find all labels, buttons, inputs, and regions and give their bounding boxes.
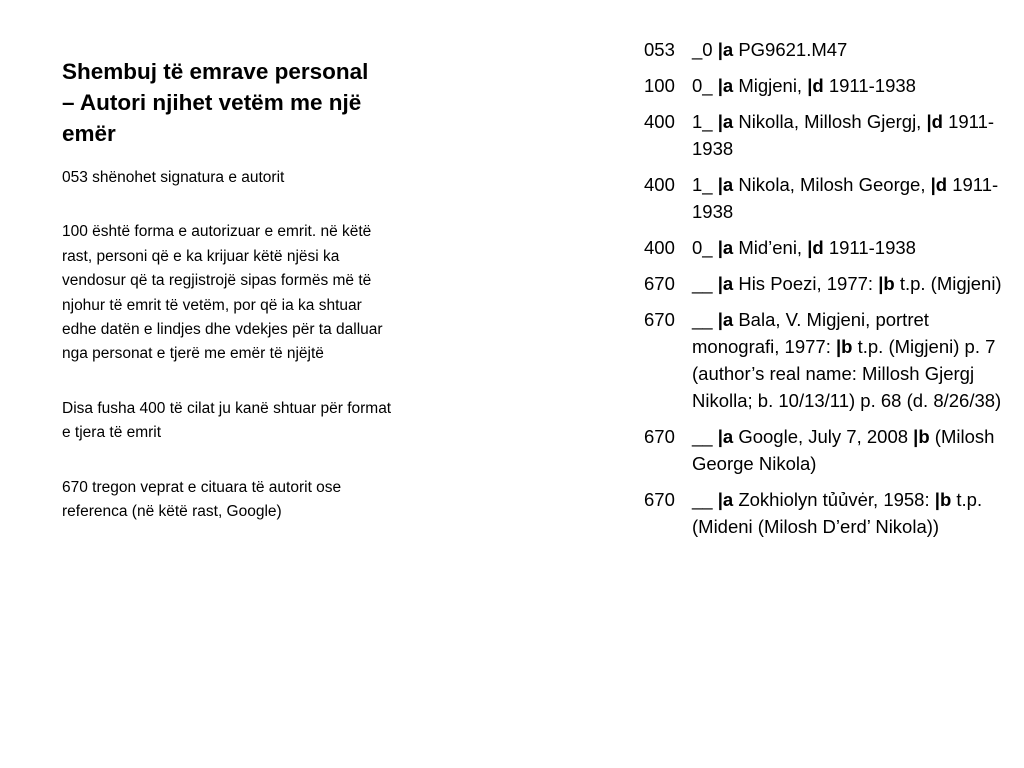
marc-field-row xyxy=(644,36,1004,63)
marc-field-row xyxy=(644,306,1004,414)
field-content xyxy=(692,72,1004,99)
subfield-code: |a xyxy=(717,39,734,60)
subfield-value: Migjeni, xyxy=(738,75,803,96)
marc-field-row xyxy=(644,108,1004,162)
subfield-value: 1911-1938 xyxy=(828,237,916,258)
field-tag: 400 xyxy=(644,174,675,195)
subfield-code: |a xyxy=(717,309,734,330)
subfield-code: |a xyxy=(717,237,734,258)
subfield-value: t.p. (Migjeni) p. 7 (author’s real name: Millosh Gjergj Nikolla; b. 10/13/11) p. 68 (d. 8/26/38) xyxy=(692,336,1002,411)
slide-title: Shembuj të emrave personal – Autori njihet vetëm me një emër xyxy=(62,59,369,146)
subfield-code: |d xyxy=(807,237,824,258)
subfield-value: Zokhiolyn tủủvėr, 1958: xyxy=(738,489,930,510)
field-content xyxy=(692,306,1004,414)
marc-field-row xyxy=(644,270,1004,297)
note-053: 053 shënohet signatura e autorit xyxy=(62,169,285,186)
subfield-value: (Milosh George Nikola) xyxy=(692,426,995,474)
subfield-value: Nikolla, Millosh Gjergj, xyxy=(738,111,922,132)
subfield-code: |b xyxy=(878,273,895,294)
notes-panel xyxy=(62,166,392,554)
field-tag: 670 xyxy=(644,273,675,294)
field-content xyxy=(692,171,1004,225)
field-content xyxy=(692,234,1004,261)
subfield-value: PG9621.M47 xyxy=(738,39,848,60)
marc-field-row xyxy=(644,72,1004,99)
indicators: 0_ xyxy=(692,237,713,258)
subfield-code: |a xyxy=(717,174,734,195)
indicators: 0_ xyxy=(692,75,713,96)
subfield-code: |a xyxy=(717,489,734,510)
indicators: __ xyxy=(692,273,713,294)
field-content xyxy=(692,486,1004,540)
indicators: __ xyxy=(692,309,713,330)
marc-field-row xyxy=(644,171,1004,225)
indicators: 1_ xyxy=(692,174,713,195)
subfield-code: |d xyxy=(926,111,943,132)
subfield-code: |a xyxy=(717,75,734,96)
field-tag: 100 xyxy=(644,75,675,96)
field-tag: 670 xyxy=(644,309,675,330)
subfield-value: 1911-1938 xyxy=(692,111,995,159)
field-content xyxy=(692,270,1004,297)
field-tag: 400 xyxy=(644,111,675,132)
subfield-value: t.p. (Migjeni) xyxy=(899,273,1002,294)
subfield-value: His Poezi, 1977: xyxy=(738,273,874,294)
subfield-code: |a xyxy=(717,426,734,447)
subfield-value: t.p. (Mideni (Milosh D’erd’ Nikola)) xyxy=(692,489,983,537)
subfield-value: 1911-1938 xyxy=(828,75,916,96)
subfield-value: Mid’eni, xyxy=(738,237,803,258)
note-670: 670 tregon veprat e cituara të autorit ose referenca (në këtë rast, Google) xyxy=(62,478,342,521)
subfield-code: |d xyxy=(807,75,824,96)
subfield-code: |b xyxy=(835,336,853,357)
indicators: _0 xyxy=(692,39,713,60)
field-tag: 670 xyxy=(644,426,675,447)
indicators: __ xyxy=(692,489,713,510)
marc-record-list xyxy=(644,36,1004,549)
indicators: 1_ xyxy=(692,111,713,132)
note-100: 100 është forma e autorizuar e emrit. në këtë rast, personi që e ka krijuar këtë njësi ka vendosur që ta regjistrojë sipas formës më të njohur të emrit të vetëm, por që ia ka shtuar edhe datën e lindjes dhe vdekjes për ta dalluar nga personat e tjerë me emër të njëjtë xyxy=(62,223,383,363)
marc-field-row xyxy=(644,234,1004,261)
field-content xyxy=(692,108,1004,162)
subfield-code: |a xyxy=(717,111,734,132)
subfield-code: |d xyxy=(930,174,948,195)
subfield-value: 1911-1938 xyxy=(692,174,999,222)
subfield-value: Nikola, Milosh George, xyxy=(738,174,926,195)
note-400: Disa fusha 400 të cilat ju kanë shtuar për format e tjera të emrit xyxy=(62,399,392,442)
field-tag: 053 xyxy=(644,39,675,60)
marc-field-row xyxy=(644,423,1004,477)
subfield-code: |b xyxy=(913,426,930,447)
field-content xyxy=(692,423,1004,477)
marc-field-row xyxy=(644,486,1004,540)
subfield-value: Google, July 7, 2008 xyxy=(738,426,909,447)
subfield-code: |a xyxy=(717,273,734,294)
field-tag: 400 xyxy=(644,237,675,258)
field-content xyxy=(692,36,1004,63)
field-tag: 670 xyxy=(644,489,675,510)
indicators: __ xyxy=(692,426,713,447)
subfield-code: |b xyxy=(934,489,952,510)
subfield-value: Bala, V. Migjeni, portret monografi, 1977: xyxy=(692,309,929,357)
